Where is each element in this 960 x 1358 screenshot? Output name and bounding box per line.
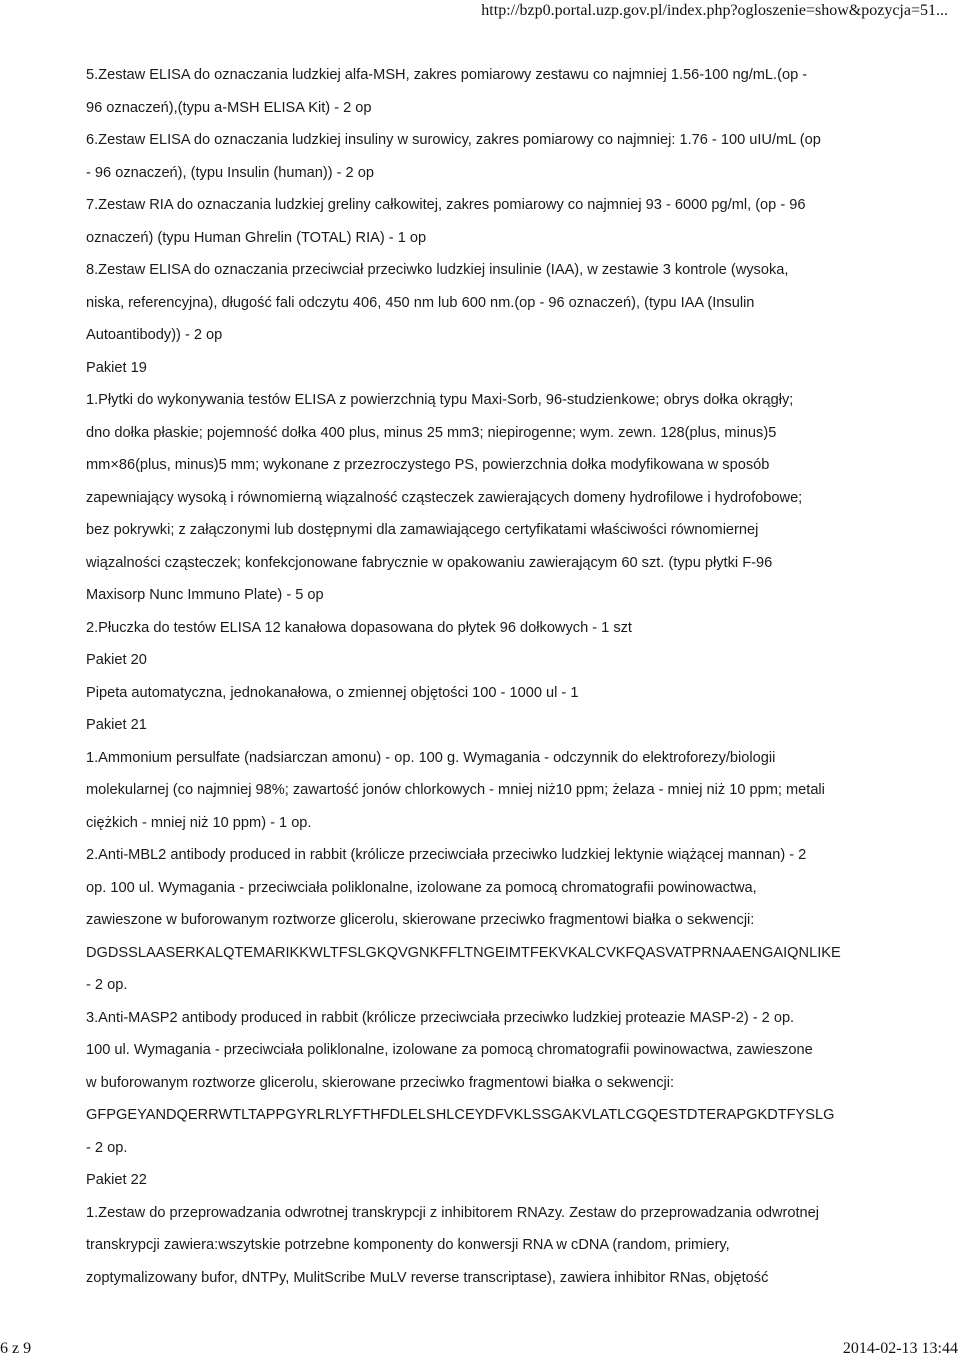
text-line: - 2 op. [86,1139,128,1156]
text-line: - 96 oznaczeń), (typu Insulin (human)) - 2 op [86,164,374,181]
text-line: 2.Płuczka do testów ELISA 12 kanałowa dopasowana do płytek 96 dołkowych - 1 szt [86,619,632,636]
text-line: transkrypcji zawiera:wszytskie potrzebne komponenty do konwersji RNA w cDNA (random, primiery, [86,1237,730,1253]
text-line: bez pokrywki; z załączonymi lub dostępnymi dla zamawiającego certyfikatami właściwości równomiernej [86,522,759,538]
text-line: 2.Anti-MBL2 antibody produced in rabbit (królicze przeciwciała przeciwko ludzkiej lektynie wiążącej mannan) - 2 [86,847,807,863]
text-line: GFPGEYANDQERRWTLTAPPGYRLRLYFTHFDLELSHLCEYDFVKLSSGAKVLATLCGQESTDTERAPGKDTFYSLG [86,1107,835,1123]
text-line: 8.Zestaw ELISA do oznaczania przeciwciał przeciwko ludzkiej insulinie (IAA), w zestawie 3 kontrole (wysoka, [86,262,789,278]
text-line: - 2 op. [86,977,128,993]
text-line: wiązalności cząsteczek; konfekcjonowane fabrycznie w opakowaniu zawierającym 60 szt. (typu płytki F-96 [86,554,773,571]
text-line: DGDSSLAASERKALQTEMARIKKWLTFSLGKQVGNKFFLTNGEIMTFEKVKALCVKFQASVATPRNAAENGAIQNLIKE [86,944,841,961]
page-url-header: http://bzp0.portal.uzp.gov.pl/index.php?ogloszenie=show&pozycja=51... [481,2,948,19]
text-line: Pipeta automatyczna, jednokanałowa, o zmiennej objętości 100 - 1000 ul - 1 [86,684,579,701]
text-line: zoptymalizowany bufor, dNTPy, MulitScribe MuLV reverse transcriptase), zawiera inhibitor RNas, objętość [86,1269,769,1286]
text-line: zapewniający wysoką i równomierną wiązalność cząsteczek zawierających domeny hydrofilowe i hydrofobowe; [86,489,803,506]
text-line: w buforowanym roztworze glicerolu, skierowane przeciwko fragmentowi białka o sekwencji: [86,1074,675,1091]
text-line: 1.Ammonium persulfate (nadsiarczan amonu) - op. 100 g. Wymagania - odczynnik do elektroforezy/biologii [86,749,776,766]
document-body [86,62,906,1297]
text-line: molekularnej (co najmniej 98%; zawartość jonów chlorkowych - mniej niż10 ppm; żelaza - mniej niż 10 ppm; metali [86,782,825,798]
text-line: 3.Anti-MASP2 antibody produced in rabbit (królicze przeciwciała przeciwko ludzkiej proteazie MASP-2) - 2 op. [86,1009,795,1026]
text-line: 1.Zestaw do przeprowadzania odwrotnej transkrypcji z inhibitorem RNAzy. Zestaw do przeprowadzania odwrotnej [86,1204,820,1221]
text-line: niska, referencyjna), długość fali odczytu 406, 450 nm lub 600 nm.(op - 96 oznaczeń), (typu IAA (Insulin [86,294,755,311]
text-line: dno dołka płaskie; pojemność dołka 400 plus, minus 25 mm3; niepirogenne; wym. zewn. 128(plus, minus)5 [86,424,777,441]
text-line: mm×86(plus, minus)5 mm; wykonane z przezroczystego PS, powierzchnia dołka modyfikowana w sposób [86,457,770,473]
text-line: 100 ul. Wymagania - przeciwciała poliklonalne, izolowane za pomocą chromatografii powinowactwa, zawieszone [86,1042,813,1058]
text-line: Pakiet 20 [86,652,147,668]
text-line: Pakiet 19 [86,359,147,376]
text-line: 96 oznaczeń),(typu a-MSH ELISA Kit) - 2 op [86,99,372,116]
text-line: Autoantibody)) - 2 op [86,327,223,343]
text-line: Pakiet 21 [86,717,147,733]
text-line: oznaczeń) (typu Human Ghrelin (TOTAL) RIA) - 1 op [86,229,427,246]
print-datetime: 2014-02-13 13:44 [842,1340,958,1357]
text-line: 6.Zestaw ELISA do oznaczania ludzkiej insuliny w surowicy, zakres pomiarowy co najmniej: 1.76 - 100 uIU/mL (op [86,132,821,148]
text-line: Maxisorp Nunc Immuno Plate) - 5 op [86,587,324,603]
text-line: Pakiet 22 [86,1172,147,1188]
text-line: zawieszone w buforowanym roztworze glicerolu, skierowane przeciwko fragmentowi białka o sekwencji: [86,912,755,928]
text-line: 1.Płytki do wykonywania testów ELISA z powierzchnią typu Maxi-Sorb, 96-studzienkowe; obrys dołka okrągły; [86,392,794,408]
text-line: ciężkich - mniej niż 10 ppm) - 1 op. [86,814,312,831]
text-line: 7.Zestaw RIA do oznaczania ludzkiej greliny całkowitej, zakres pomiarowy co najmniej 93 - 6000 pg/ml, (op - 96 [86,197,806,213]
page-number: 6 z 9 [0,1340,32,1357]
text-line: 5.Zestaw ELISA do oznaczania ludzkiej alfa-MSH, zakres pomiarowy zestawu co najmniej 1.56-100 ng/mL.(op - [86,67,808,83]
text-line: op. 100 ul. Wymagania - przeciwciała poliklonalne, izolowane za pomocą chromatografii powinowactwa, [86,879,757,896]
